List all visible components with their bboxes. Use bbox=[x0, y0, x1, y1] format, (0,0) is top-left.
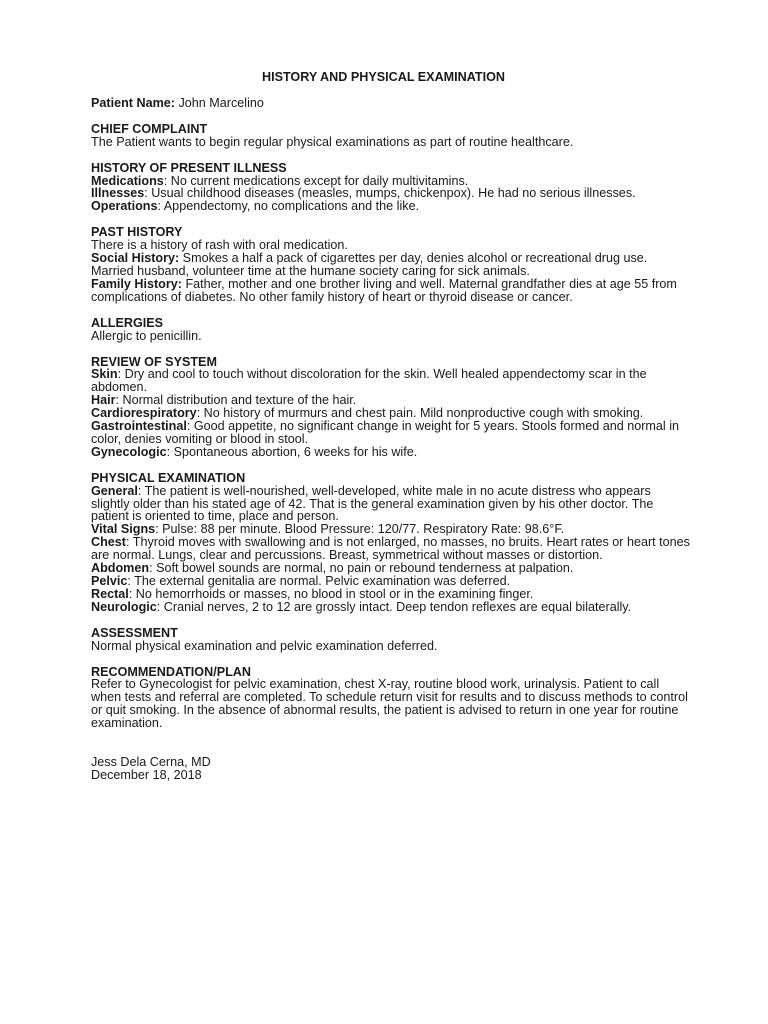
patient-name-line bbox=[91, 97, 691, 110]
patient-name-section bbox=[91, 97, 691, 110]
present-illness-item bbox=[91, 200, 691, 213]
document-page bbox=[91, 71, 691, 782]
past-history-section bbox=[91, 226, 691, 303]
chief-complaint-section bbox=[91, 123, 691, 149]
past-history-heading: PAST HISTORY bbox=[91, 225, 183, 240]
item-text: : Usual childhood diseases (measles, mumps, chickenpox). He had no serious illnesses. bbox=[144, 186, 636, 201]
past-history-item bbox=[91, 278, 691, 304]
item-text: : Dry and cool to touch without discoloration for the skin. Well healed appendectomy scar in the abdomen. bbox=[91, 367, 647, 395]
item-text: : Thyroid moves with swallowing and is not enlarged, no masses, no bruits. Heart rates or heart tones are normal. Lungs, clear and percussions. Breast, symmetrical without masses or distortion. bbox=[91, 535, 690, 563]
item-label: Chest bbox=[91, 535, 126, 550]
physical-examination-item bbox=[91, 536, 691, 562]
patient-name-value: John Marcelino bbox=[174, 95, 264, 110]
assessment-heading: ASSESSMENT bbox=[91, 625, 178, 640]
item-label: Family History: bbox=[91, 276, 182, 291]
assessment-section bbox=[91, 627, 691, 653]
recommendation-heading: RECOMMENDATION/PLAN bbox=[91, 664, 251, 679]
item-text: : Normal distribution and texture of the hair. bbox=[115, 393, 357, 408]
past-history-item bbox=[91, 252, 691, 278]
physical-examination-heading: PHYSICAL EXAMINATION bbox=[91, 470, 246, 485]
physical-examination-item bbox=[91, 601, 691, 614]
item-label: Illnesses bbox=[91, 186, 145, 201]
physician-name: Jess Dela Cerna, MD bbox=[91, 755, 211, 770]
recommendation-text: Refer to Gynecologist for pelvic examination, chest X-ray, routine blood work, urinalysis. Patient to call when tests and referral are completed. To schedule return visit for results and to discuss methods to control or quit smoking. In the absence of abnormal results, the patient is advised to return in one year for routine examination. bbox=[91, 677, 688, 731]
item-text: : Soft bowel sounds are normal, no pain or rebound tenderness at palpation. bbox=[149, 561, 574, 576]
review-of-system-heading: REVIEW OF SYSTEM bbox=[91, 354, 217, 369]
item-label: Social History: bbox=[91, 251, 180, 266]
item-label: Operations bbox=[91, 199, 158, 214]
allergies-section bbox=[91, 317, 691, 343]
patient-name-label: Patient Name: bbox=[91, 95, 175, 110]
item-text: : Cranial nerves, 2 to 12 are grossly intact. Deep tendon reflexes are equal bilaterally. bbox=[156, 599, 632, 614]
review-of-system-item bbox=[91, 446, 691, 459]
present-illness-heading: HISTORY OF PRESENT ILLNESS bbox=[91, 160, 287, 175]
physical-examination-section bbox=[91, 472, 691, 614]
present-illness-section bbox=[91, 162, 691, 214]
item-label: Hair bbox=[91, 393, 116, 408]
signature-date: December 18, 2018 bbox=[91, 767, 202, 782]
item-text: : Spontaneous abortion, 6 weeks for his wife. bbox=[166, 444, 418, 459]
item-text: : Appendectomy, no complications and the like. bbox=[157, 199, 420, 214]
item-label: General bbox=[91, 483, 138, 498]
item-text: Father, mother and one brother living and well. Maternal grandfather dies at age 55 from complications of diabetes. No other family history of heart or thyroid disease or cancer. bbox=[91, 276, 677, 304]
signature-block bbox=[91, 756, 691, 782]
chief-complaint-text: The Patient wants to begin regular physical examinations as part of routine healthcare. bbox=[91, 134, 574, 149]
review-of-system-item bbox=[91, 368, 691, 394]
item-label: Gynecologic bbox=[91, 444, 167, 459]
item-label: Neurologic bbox=[91, 599, 157, 614]
review-of-system-section bbox=[91, 356, 691, 459]
item-label: Medications bbox=[91, 173, 164, 188]
item-label: Skin bbox=[91, 367, 118, 382]
past-history-text: There is a history of rash with oral medication. bbox=[91, 238, 348, 253]
item-text: Smokes a half a pack of cigarettes per day, denies alcohol or recreational drug use. Married husband, volunteer time at the humane society caring for sick animals. bbox=[91, 251, 648, 278]
item-text: : No history of murmurs and chest pain. Mild nonproductive cough with smoking. bbox=[196, 406, 644, 421]
review-of-system-item bbox=[91, 420, 691, 446]
allergies-text: Allergic to penicillin. bbox=[91, 328, 202, 343]
item-text: : The external genitalia are normal. Pelvic examination was deferred. bbox=[127, 574, 511, 588]
item-text: : No current medications except for daily multivitamins. bbox=[163, 173, 469, 188]
chief-complaint-heading: CHIEF COMPLAINT bbox=[91, 121, 208, 136]
item-label: Cardiorespiratory bbox=[91, 406, 197, 421]
item-label: Rectal bbox=[91, 586, 129, 601]
item-label: Pelvic bbox=[91, 574, 128, 588]
assessment-text: Normal physical examination and pelvic examination deferred. bbox=[91, 638, 438, 653]
physical-examination-item bbox=[91, 485, 691, 524]
item-text: : The patient is well-nourished, well-developed, white male in no acute distress who appears slightly older than his stated age of 42. That is the general examination given by his other doctor. The patient is oriented to time, place and person. bbox=[91, 483, 654, 524]
item-label: Gastrointestinal bbox=[91, 419, 187, 434]
item-text: : Good appetite, no significant change in weight for 5 years. Stools formed and normal in color, denies vomiting or blood in stool. bbox=[91, 419, 680, 446]
recommendation-section bbox=[91, 666, 691, 731]
item-label: Abdomen bbox=[91, 561, 150, 576]
item-label: Vital Signs bbox=[91, 522, 156, 537]
allergies-heading: ALLERGIES bbox=[91, 315, 164, 330]
item-text: : No hemorrhoids or masses, no blood in stool or in the examining finger. bbox=[128, 586, 534, 601]
item-text: : Pulse: 88 per minute. Blood Pressure: 120/77. Respiratory Rate: 98.6°F. bbox=[155, 522, 565, 537]
document-title: HISTORY AND PHYSICAL EXAMINATION bbox=[261, 70, 506, 84]
